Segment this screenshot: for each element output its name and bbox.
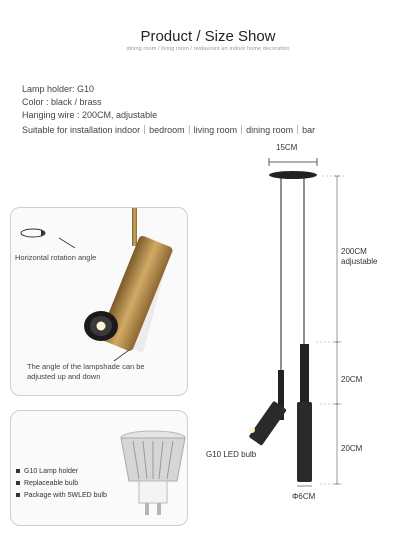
rotation-label: Horizontal rotation angle [15,253,97,262]
spec-lamp-holder: Lamp holder: G10 [22,84,95,94]
bullet-square-icon [16,469,20,473]
diameter-dimension: Φ6CM [292,492,316,501]
width-dimension: 15CM [276,143,298,152]
spec-installation: Suitable for installation indoor｜bedroom｜living room｜dining room｜bar [22,125,316,135]
bullet-lamp-holder: G10 Lamp holder [16,468,78,475]
lower-body-dimension: 20CM [341,444,363,453]
page-subtitle: dining room / living room / restaurant art indoor home decoration [126,46,290,52]
bulb-panel [10,410,188,526]
spec-color: Color : black / brass [22,97,102,107]
bullet-package: Package with 5WLED bulb [16,492,107,499]
page-title: Product / Size Show [140,28,276,45]
wire-length-dimension: 200CM [341,247,367,256]
upper-body-dimension: 20CM [341,375,363,384]
dimension-diagram [240,140,416,520]
bullet-square-icon [16,481,20,485]
bulb-label: G10 LED bulb [206,450,257,459]
spec-hanging-wire: Hanging wire : 200CM, adjustable [22,110,158,120]
bullet-replaceable: Replaceable bulb [16,480,78,487]
angle-note: The angle of the lampshade can be adjusted up and down [27,362,145,381]
wire-adjustable-note: adjustable [341,257,378,266]
rotation-panel [10,207,188,396]
bullet-square-icon [16,493,20,497]
